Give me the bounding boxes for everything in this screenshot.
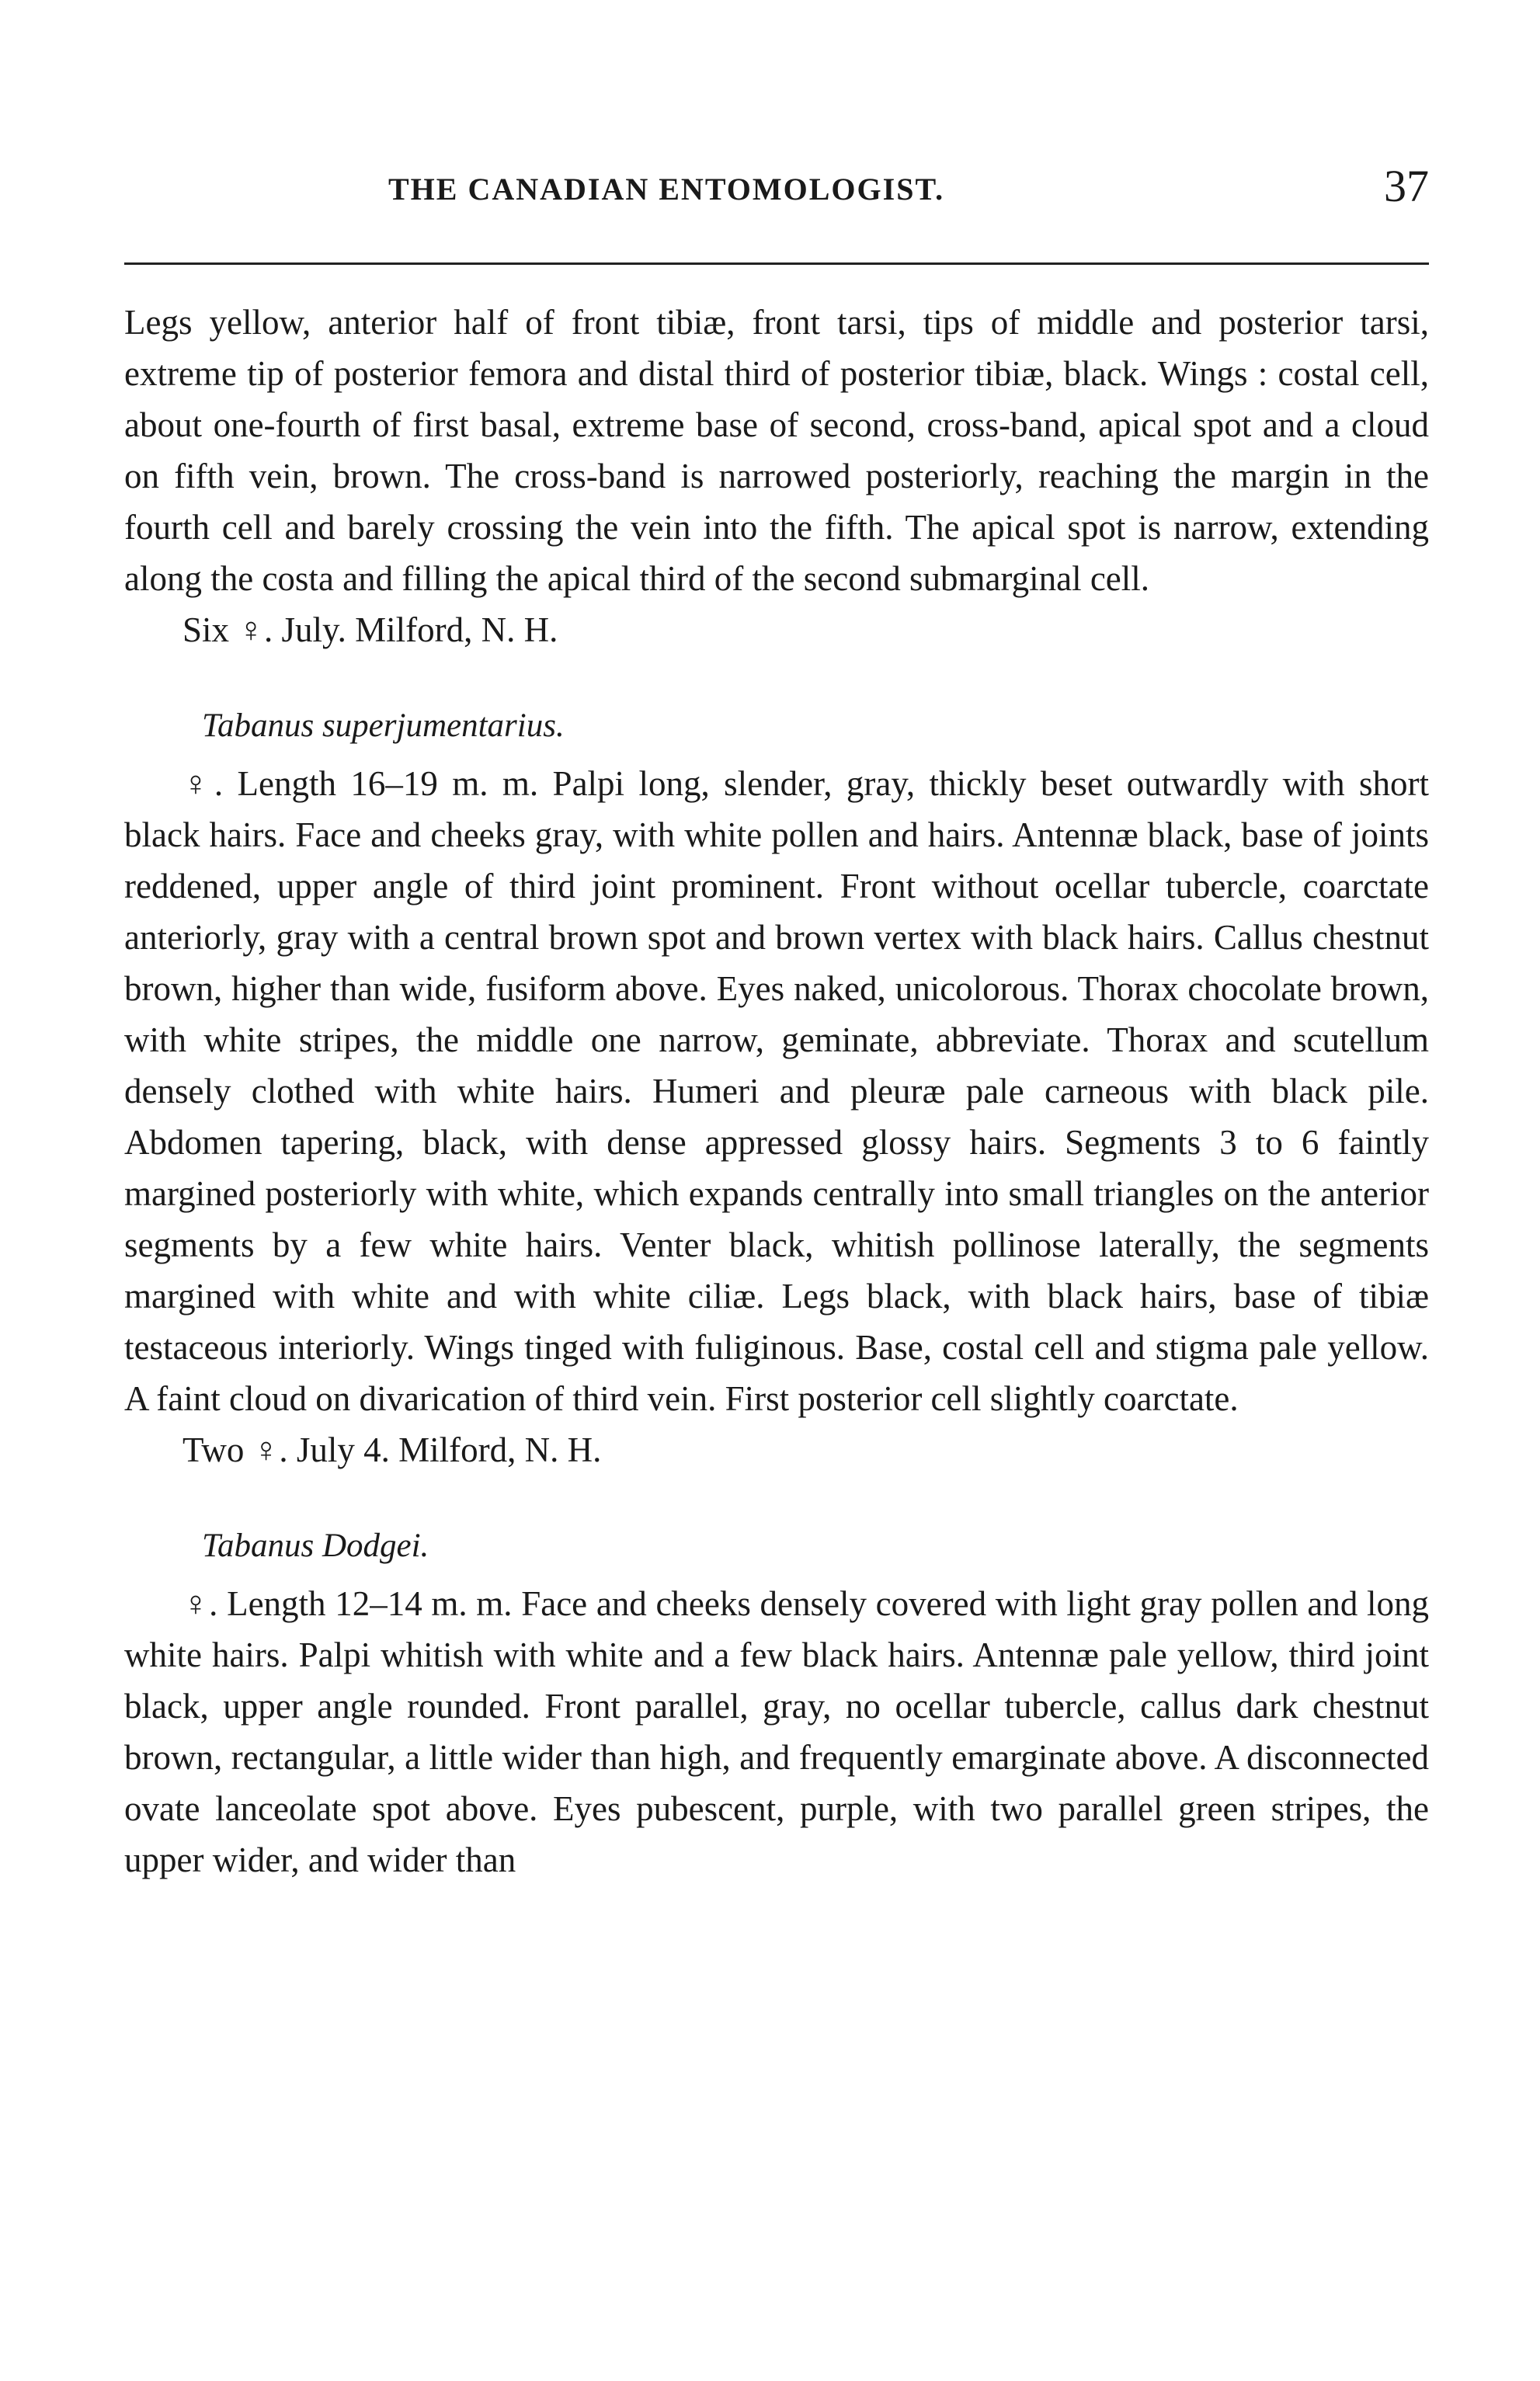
header-rule [124, 262, 1429, 265]
paragraph-description-continued: Legs yellow, anterior half of front tibiæ, front tarsi, tips of middle and posterior tarsi, extreme tip of posterior femora and distal third of posterior tibiæ, black. Wings : costal cell, about one-fourth of first basal, extreme base of second, cross-band, apical spot and a cloud on fifth vein, brown. The cross-band is narrowed posteriorly, reaching the margin in the fourth cell and barely crossing the vein into the fifth. The apical spot is narrow, extending along the costa and filling the apical third of the second submarginal cell. [124, 303, 1429, 598]
body-text [124, 297, 1429, 1886]
paragraph-species-description: ♀. Length 16–19 m. m. Palpi long, slender, gray, thickly beset outwardly with short black hairs. Face and cheeks gray, with white pollen and hairs. Antennæ black, base of joints reddened, upper angle of third joint prominent. Front without ocellar tubercle, coarctate anteriorly, gray with a central brown spot and brown vertex with black hairs. Callus chestnut brown, higher than wide, fusiform above. Eyes naked, unicolorous. Thorax chocolate brown, with white stripes, the middle one narrow, geminate, abbreviate. Thorax and scutellum densely clothed with white hairs. Humeri and pleuræ pale carneous with black pile. Abdomen tapering, black, with dense appressed glossy hairs. Segments 3 to 6 faintly margined posteriorly with white, which expands centrally into small triangles on the anterior segments by a few white hairs. Venter black, whitish pollinose laterally, the segments margined with white and with white ciliæ. Legs black, with black hairs, base of tibiæ testaceous interiorly. Wings tinged with fuliginous. Base, costal cell and stigma pale yellow. A faint cloud on divarication of third vein. First posterior cell slightly coarctate. [124, 764, 1429, 1418]
specimen-record: Two ♀. July 4. Milford, N. H. [183, 1430, 602, 1469]
page-header [124, 155, 1429, 225]
specimen-record: Six ♀. July. Milford, N. H. [183, 610, 558, 649]
species-heading: Tabanus Dodgei. [202, 1528, 429, 1564]
page-number: 37 [1384, 161, 1429, 211]
paragraph-species-description: ♀. Length 12–14 m. m. Face and cheeks densely covered with light gray pollen and long white hairs. Palpi whitish with white and a few black hairs. Antennæ pale yellow, third joint black, upper angle rounded. Front parallel, gray, no ocellar tubercle, callus dark chestnut brown, rectangular, a little wider than high, and frequently emarginate above. A disconnected ovate lanceolate spot above. Eyes pubescent, purple, with two parallel green stripes, the upper wider, and wider than [124, 1584, 1429, 1879]
document-page [124, 0, 1429, 2381]
running-title: THE CANADIAN ENTOMOLOGIST. [388, 172, 945, 207]
species-heading: Tabanus superjumentarius. [202, 707, 565, 744]
